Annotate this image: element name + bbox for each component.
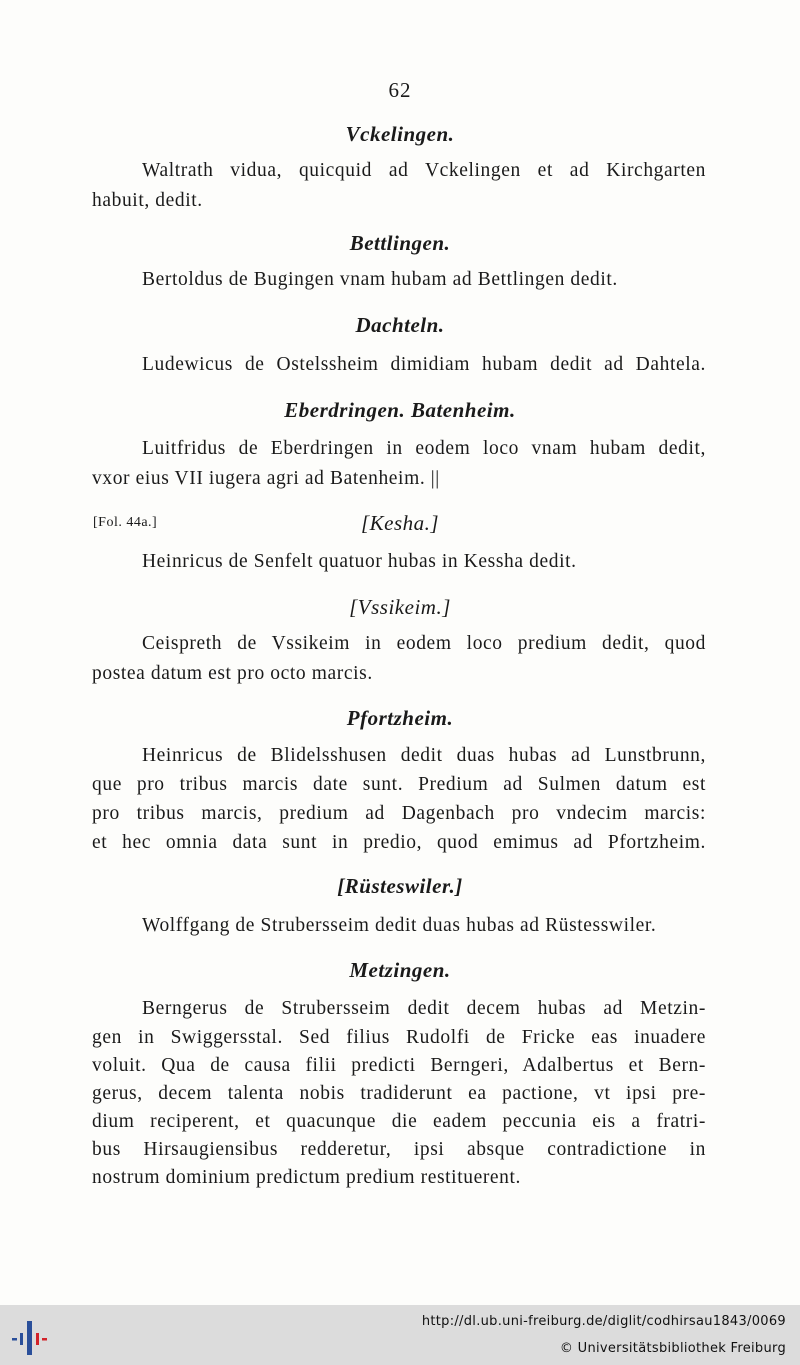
section-heading: Pfortzheim. — [346, 706, 454, 730]
viewer-footer — [0, 1305, 800, 1365]
text-line: Ludewicus de Ostelssheim dimidiam hubam dedit ad Dahtela. — [142, 354, 706, 375]
text-line: Luitfridus de Eberdringen in eodem loco vnam hubam dedit, — [142, 438, 706, 459]
text-line: gerus, decem talenta nobis tradiderunt ea pactione, vt ipsi pre- — [92, 1083, 706, 1104]
section-heading: Metzingen. — [349, 958, 451, 982]
section-heading: [Kesha.] — [360, 511, 440, 535]
text-line: vxor eius VII iugera agri ad Batenheim. || — [92, 468, 440, 489]
section-heading: [Vssikeim.] — [349, 595, 451, 619]
text-line: Heinricus de Blidelsshusen dedit duas hubas ad Lunstbrunn, — [142, 745, 706, 766]
text-line: bus Hirsaugiensibus redderetur, ipsi absque contradictione in — [92, 1139, 706, 1160]
text-line: nostrum dominium predictum predium restituerent. — [92, 1167, 522, 1188]
text-line: que pro tribus marcis date sunt. Predium ad Sulmen datum est — [92, 774, 706, 795]
source-url-link[interactable]: http://dl.ub.uni-freiburg.de/diglit/codhirsau1843/0069 — [421, 1314, 786, 1329]
text-line: habuit, dedit. — [92, 190, 203, 211]
text-line: postea datum est pro octo marcis. — [92, 663, 373, 684]
text-line: Bertoldus de Bugingen vnam hubam ad Bettlingen dedit. — [142, 269, 618, 290]
section-heading: Vckelingen. — [345, 122, 455, 146]
text-line: Wolffgang de Strubersseim dedit duas hubas ad Rüstesswiler. — [142, 915, 657, 936]
folio-note: [Fol. 44a.] — [93, 515, 158, 530]
text-line: Berngerus de Strubersseim dedit decem hubas ad Metzin- — [142, 998, 706, 1019]
text-line: voluit. Qua de causa filii predicti Berngeri, Adalbertus et Bern- — [92, 1055, 706, 1076]
text-line: gen in Swiggersstal. Sed filius Rudolfi de Fricke eas inuadere — [92, 1027, 706, 1048]
text-line: pro tribus marcis, predium ad Dagenbach pro vndecim marcis: — [92, 803, 706, 824]
copyright-notice: © Universitätsbibliothek Freiburg — [559, 1341, 786, 1356]
text-line: Waltrath vidua, quicquid ad Vckelingen et ad Kirchgarten — [142, 160, 706, 181]
page-number: 62 — [388, 78, 412, 102]
text-line: dium reciperent, et quacunque die eadem peccunia eis a fratri- — [92, 1111, 706, 1132]
section-heading: Eberdringen. Batenheim. — [284, 398, 516, 422]
ub-freiburg-logo-icon — [10, 1317, 50, 1357]
text-line: et hec omnia data sunt in predio, quod emimus ad Pfortzheim. — [92, 832, 706, 853]
section-heading: Dachteln. — [355, 313, 445, 337]
text-line: Ceispreth de Vssikeim in eodem loco predium dedit, quod — [142, 633, 706, 654]
text-line: Heinricus de Senfelt quatuor hubas in Kessha dedit. — [142, 551, 577, 572]
section-heading: Bettlingen. — [349, 231, 451, 255]
section-heading: [Rüsteswiler.] — [337, 874, 463, 898]
